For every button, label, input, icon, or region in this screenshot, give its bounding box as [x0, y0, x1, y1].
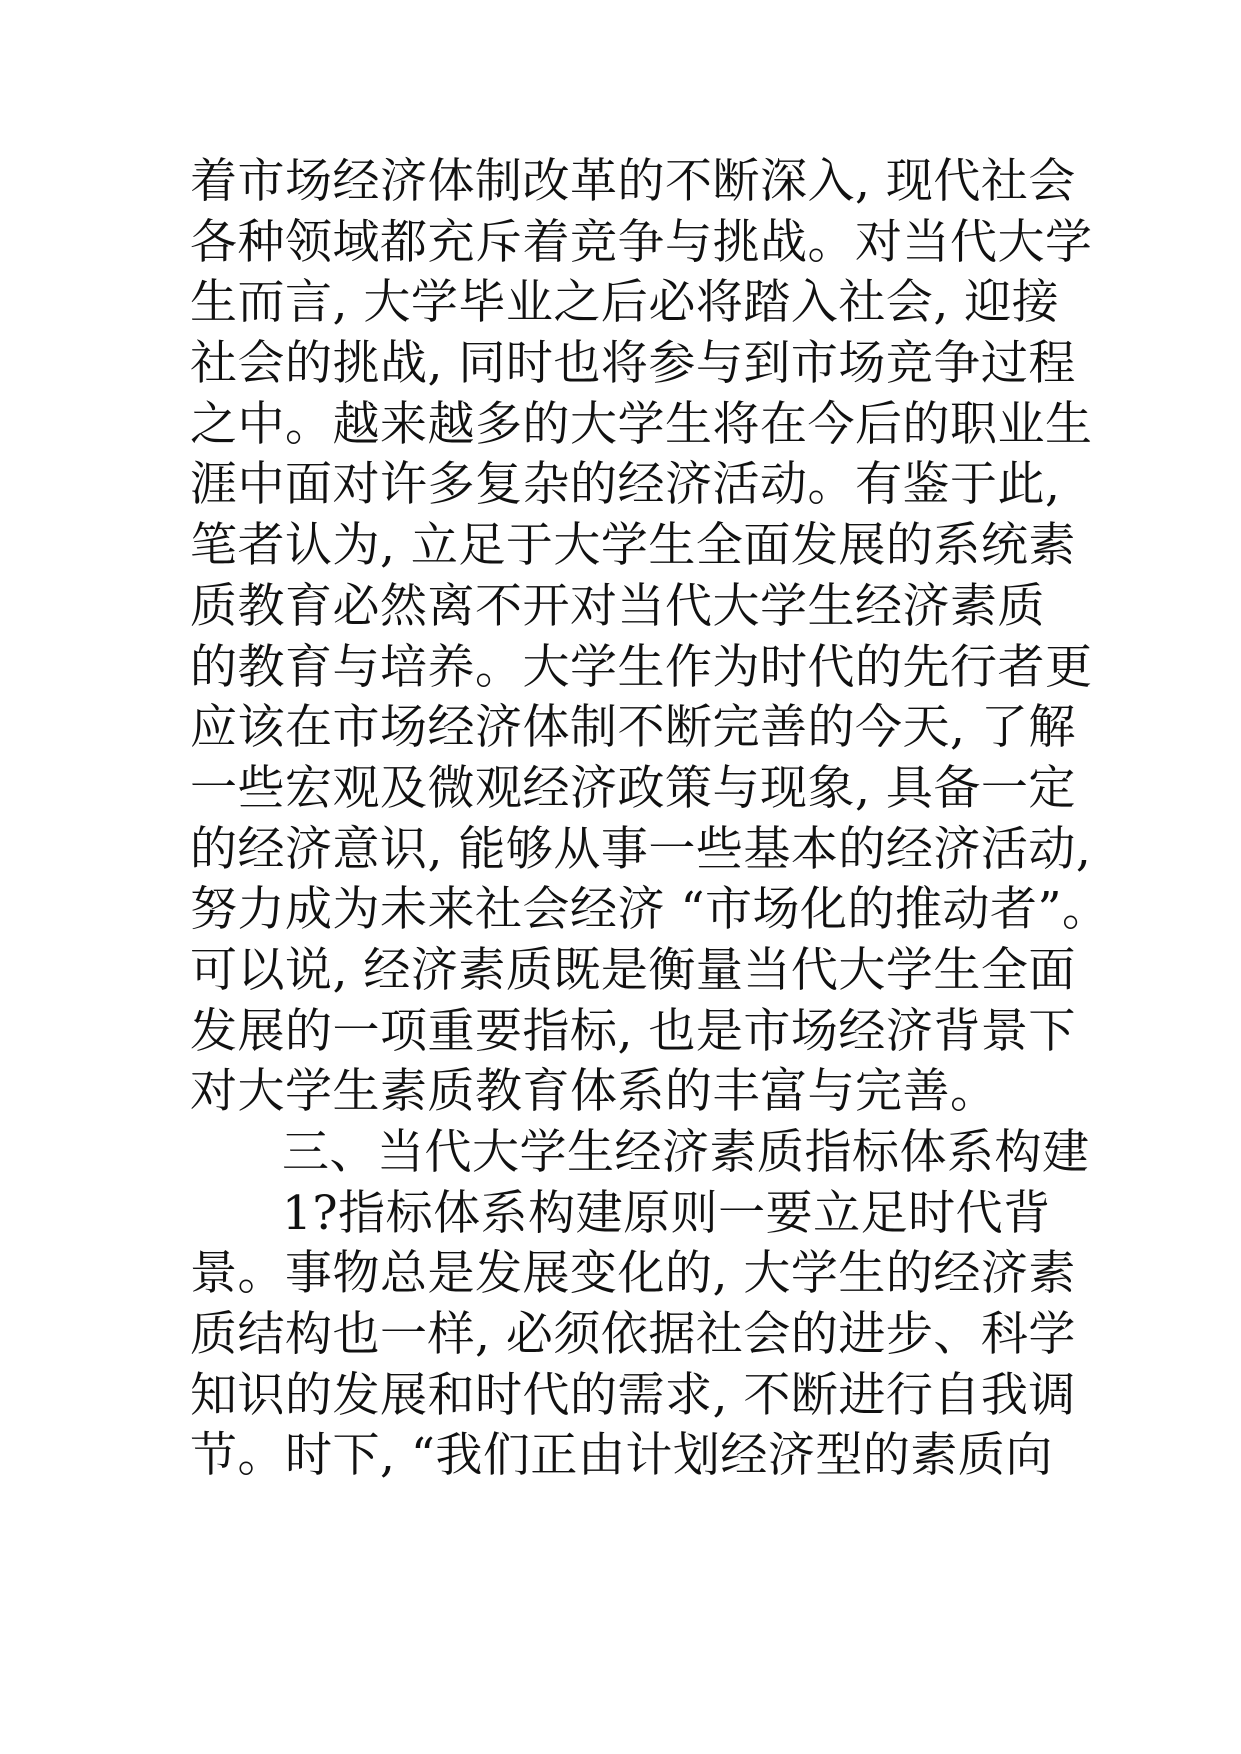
text-line: 的经济意识, 能够从事一些基本的经济活动, [190, 821, 1092, 877]
text-line: 各种领域都充斥着竞争与挑战。对当代大学 [190, 214, 1093, 270]
text-line: 景。事物总是发展变化的, 大学生的经济素 [190, 1246, 1076, 1302]
text-line: 节。时下, “我们正由计划经济型的素质向 [190, 1428, 1053, 1484]
text-line: 知识的发展和时代的需求, 不断进行自我调 [190, 1367, 1076, 1423]
section-heading: 三、当代大学生经济素质指标体系构建 [282, 1125, 1090, 1180]
text-line: 质教育必然离不开对当代大学生经济素质 [190, 578, 1045, 634]
text-line: 之中。越来越多的大学生将在今后的职业生 [190, 396, 1093, 452]
text-line: 一些宏观及微观经济政策与现象, 具备一定 [190, 760, 1076, 816]
text-line: 生而言, 大学毕业之后必将踏入社会, 迎接 [190, 275, 1060, 331]
text-line: 质结构也一样, 必须依据社会的进步、科学 [190, 1307, 1076, 1363]
text-line: 涯中面对许多复杂的经济活动。有鉴于此, [190, 457, 1061, 513]
text-line: 着市场经济体制改革的不断深入, 现代社会 [190, 154, 1076, 209]
text-line: 1?指标体系构建原则一要立足时代背 [282, 1185, 1051, 1241]
text-line: 努力成为未来社会经济 “市场化的推动者”。 [190, 882, 1110, 938]
text-line: 笔者认为, 立足于大学生全面发展的系统素 [190, 518, 1076, 574]
text-line: 发展的一项重要指标, 也是市场经济背景下 [190, 1003, 1076, 1059]
body-text [190, 152, 1110, 1487]
text-line: 应该在市场经济体制不断完善的今天, 了解 [190, 700, 1076, 756]
text-line: 社会的挑战, 同时也将参与到市场竞争过程 [190, 336, 1076, 392]
text-line: 的教育与培养。大学生作为时代的先行者更 [190, 639, 1093, 695]
text-line: 可以说, 经济素质既是衡量当代大学生全面 [190, 942, 1076, 998]
text-line: 对大学生素质教育体系的丰富与完善。 [190, 1064, 998, 1120]
